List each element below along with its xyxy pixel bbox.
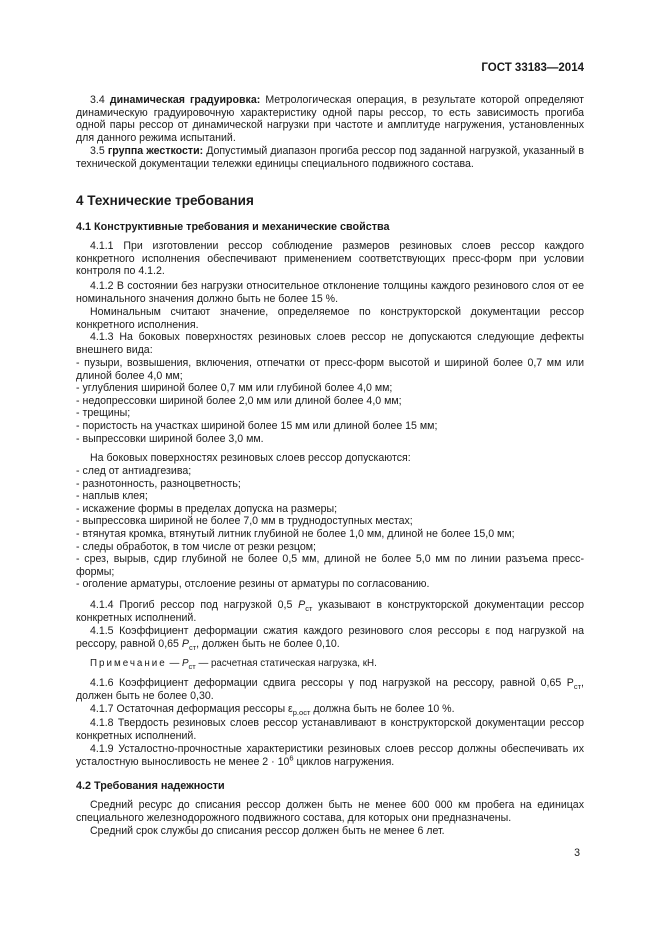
list-item: - искажение формы в пределах допуска на размеры; [76, 502, 338, 515]
standard-code: ГОСТ 33183—2014 [481, 62, 584, 74]
paragraph-4-1-7: 4.1.7 Остаточная деформация рессоры $\varepsilon_{р.ост}$ должна быть не более 10 %. [90, 703, 455, 718]
list-item: - выпрессовка шириной не более 7,0 мм в труднодоступных местах; [76, 515, 413, 528]
section-title: 4 Технические требования [76, 193, 254, 208]
paragraph-4-1-3: 4.1.3 На боковых поверхностях резиновых слоев рессор не допускаются следующие дефекты внешнего вида: [76, 331, 584, 356]
note: Примечание — $P_{ст}$ — расчетная статическая нагрузка, кН. [90, 658, 377, 671]
paragraph-4-2-resource: Средний ресурс до списания рессор должен быть не менее 600 000 км пробега на единицах специального железнодорожного подвижного состава, для которых они предназначены. [76, 799, 584, 824]
list-item: - оголение арматуры, отслоение резины от арматуры по согласованию. [76, 578, 430, 591]
list-item: - срез, вырыв, сдир глубиной не более 0,5 мм, длиной не более 5,0 мм по линии разъема пресс-формы; [76, 553, 584, 578]
definition-3-4: 3.4 динамическая градуировка: Метрологическая операция, в результате которой определяют динамическую градуировочную характеристику одной пары рессор, то есть зависимость прогиба одной пары рессор от динамической нагрузки при частоте и амплитуде нагружения, установленных для данного режима испытаний. [76, 94, 584, 144]
definition-3-5: 3.5 группа жесткости: Допустимый диапазон прогиба рессор под заданной нагрузкой, указанный в технической документации тележки единицы специального подвижного состава. [76, 145, 584, 170]
defects-list [76, 357, 584, 445]
allowed-intro: На боковых поверхностях резиновых слоев рессор допускаются: [90, 452, 411, 464]
subsection-title: 4.2 Требования надежности [76, 780, 225, 792]
page-number: 3 [574, 847, 580, 859]
paragraph-4-1-4: 4.1.4 Прогиб рессор под нагрузкой 0,5 $P_{ст}$ указывают в конструкторской документации рессор конкретных исполнений. [76, 599, 584, 624]
paragraph-4-1-9: 4.1.9 Усталостно-прочностные характеристики резиновых слоев рессор должны обеспечивать их усталостную выносливость не менее $2 \cdot 10^6$ циклов нагружения. [76, 743, 584, 768]
list-item: - выпрессовки шириной более 3,0 мм. [76, 432, 264, 445]
paragraph-4-1-1: 4.1.1 При изготовлении рессор соблюдение размеров резиновых слоев рессор каждого конкретного исполнения обеспечивают применением соответствующих пресс-форм при условии контроля по 4.1.2. [76, 240, 584, 278]
paragraph-4-2-life: Средний срок службы до списания рессор должен быть не менее 6 лет. [90, 825, 445, 837]
list-item: - наплыв клея; [76, 490, 148, 503]
term: группа жесткости: [107, 145, 204, 157]
paragraph-4-1-8: 4.1.8 Твердость резиновых слоев рессор устанавливают в конструкторской документации рессор конкретных исполнений. [76, 717, 584, 742]
list-item: - трещины; [76, 407, 131, 420]
list-item: - пузыри, возвышения, включения, отпечатки от пресс-форм высотой и шириной более 0,7 мм или длиной более 4,0 мм; [76, 357, 584, 382]
allowed-list [76, 465, 584, 591]
list-item: - недопрессовки шириной более 2,0 мм или длиной более 4,0 мм; [76, 394, 402, 407]
paragraph-4-1-2-note: Номинальным считают значение, определяемое по конструкторской документации рессор конкретного исполнения. [76, 306, 584, 331]
term: динамическая градуировка: [109, 94, 261, 106]
list-item: - след от антиадгезива; [76, 465, 192, 477]
paragraph-4-1-2: 4.1.2 В состоянии без нагрузки относительное отклонение толщины каждого резинового слоя от ее номинального значения должно быть не более 15 %. [76, 280, 584, 305]
subsection-title: 4.1 Конструктивные требования и механические свойства [76, 221, 390, 233]
list-item: - углубления шириной более 0,7 мм или глубиной более 4,0 мм; [76, 382, 393, 395]
list-item: - следы обработок, в том числе от резки резцом; [76, 540, 316, 553]
paragraph-4-1-6: 4.1.6 Коэффициент деформации сдвига рессоры γ под нагрузкой на рессору, равной 0,65 $P_{ст}$, должен быть не более 0,30. [76, 677, 584, 702]
list-item: - разнотонность, разноцветность; [76, 477, 241, 490]
list-item: - пористость на участках шириной более 15 мм или длиной более 15 мм; [76, 419, 438, 432]
paragraph-4-1-5: 4.1.5 Коэффициент деформации сжатия каждого резинового слоя рессоры ε под нагрузкой на рессору, равной 0,65 $P_{ст}$, должен быть не более 0,10. [76, 625, 584, 652]
list-item: - втянутая кромка, втянутый литник глубиной не более 1,0 мм, длиной не более 15,0 мм; [76, 527, 515, 540]
